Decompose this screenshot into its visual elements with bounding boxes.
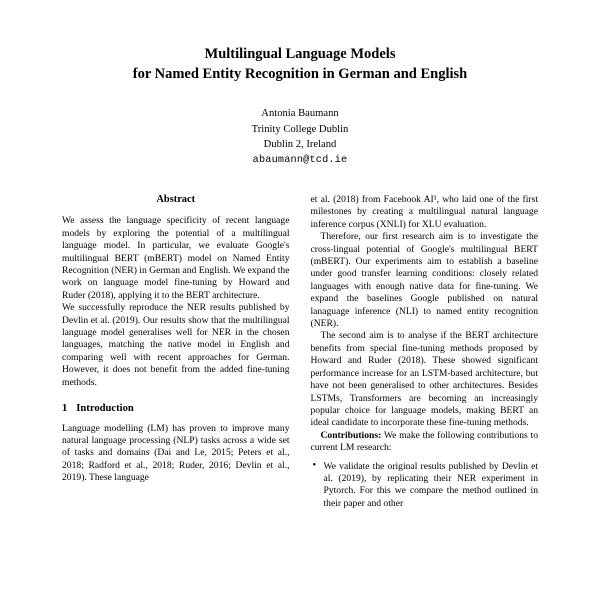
page-title — [62, 44, 538, 84]
right-paragraph-3: The second aim is to analyse if the BERT architecture benefits from special fine-tuning methods proposed by Howard and Ruder (2018). These showed significant performance increase for an LSTM-based architecture, but have not been generalised to other architectures. Besides LSTMs, Transformers are becoming an increasingly popular choice for language models, making BERT an ideal candidate to incorporate these fine-tuning methods. — [310, 330, 538, 429]
contributions-list — [311, 461, 539, 511]
author-affiliation-line-2: Dublin 2, Ireland — [263, 139, 337, 150]
right-paragraph-2: Therefore, our first research aim is to investigate the cross-lingual potential of Google's multilingual BERT (mBERT). Our experiments aim to establish a baseline under good transfer learning conditions: closely related languages with enough native data for fine-tuning. We expand the baselines Google published on natural lanaguage inference (NLI) to named entity recognition (NER). — [310, 231, 538, 330]
section-heading-introduction — [62, 403, 290, 415]
section-number: 1 — [62, 403, 68, 415]
left-column — [62, 194, 290, 514]
contributions-label: Contributions: — [320, 429, 382, 441]
author-email: abaumann@tcd.ie — [252, 154, 348, 166]
title-line-1: Multilingual Language Models — [204, 46, 396, 62]
introduction-paragraph: Language modelling (LM) has proven to improve many natural language processing (NLP) tasks across a wide set of tasks and domains (Dai and Le, 2015; Peters et al., 2018; Radford et al., 2018; Ruder, 2016; Devlin et al., 2019). These language — [62, 422, 290, 484]
list-item: • We validate the original results published by Devlin et al. (2019), by replicating their NER experiment in Pytorch. For this we compare the method outlined in their paper and other — [311, 461, 539, 511]
contributions-text: We make the following contributions to current LM research: — [310, 429, 538, 454]
abstract-heading: Abstract — [156, 194, 196, 205]
title-line-2: for Named Entity Recognition in German and English — [132, 66, 468, 82]
section-title: Introduction — [76, 403, 134, 415]
abstract-paragraph-1: We assess the language specificity of recent language models by exploring the potential of a multilingual language model. In particular, we evaluate Google's multilingual BERT (mBERT) model on Named Entity Recognition (NER) in German and English. We expand the work on language model fine-tuning by Howard and Ruder (2018), applying it to the BERT architecture. — [62, 215, 290, 301]
author-affiliation-line-1: Trinity College Dublin — [251, 123, 349, 135]
contributions-paragraph — [311, 430, 539, 455]
right-column — [311, 194, 539, 514]
author-name: Antonia Baumann — [261, 108, 339, 119]
abstract-paragraph-2: We successfully reproduce the NER results published by Devlin et al. (2019). Our results show that the multilingual language model generalises well for NER in the chosen languages, matching the native model in English and comparing well with recent approaches for German. However, it does not benefit from the added fine-tuning methods. — [62, 302, 290, 388]
author-block — [62, 106, 538, 168]
two-column-body — [62, 194, 538, 514]
right-paragraph-1: et al. (2018) from Facebook AI¹, who laid one of the first milestones by creating a multilingual natural language inference corpus (XNLI) for XLU evaluation. — [310, 194, 538, 230]
